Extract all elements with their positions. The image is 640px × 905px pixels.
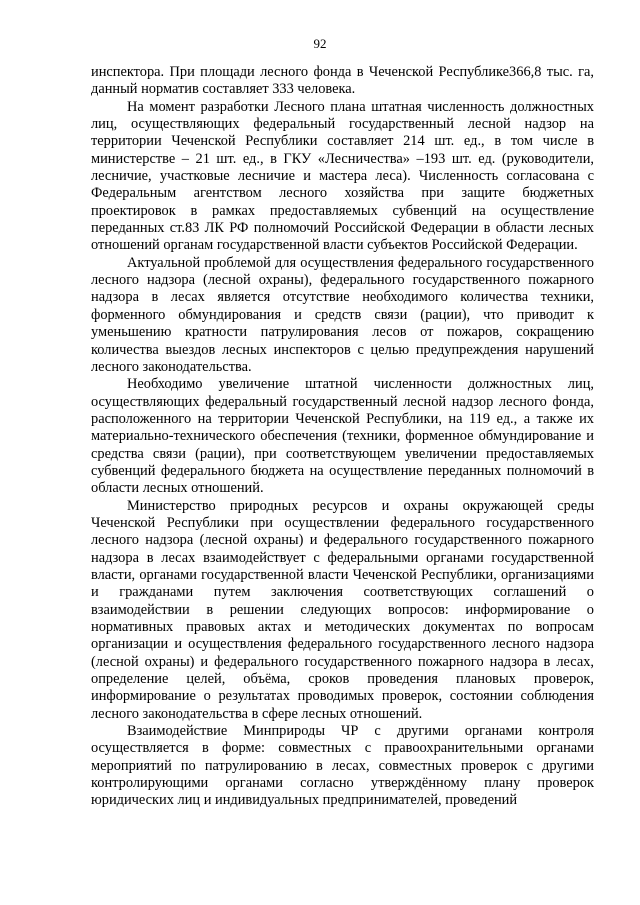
page-number: 92 [313,36,327,51]
body-text [91,64,594,810]
paragraph-ministry-cooperation: Министерство природных ресурсов и охраны окружающей среды Чеченской Республики при осуществлении федерального государственного лесного надзора (лесной охраны) и федерального государственного пожарного надзора в лесах взаимодействует с федеральными органами государственной власти, органами государственной власти Чеченской Республики, организациями и гражданами путем заключения соответствующих соглашений о взаимодействии в решении следующих вопросов: информирование о нормативных правовых актах и методических документах по вопросам организации и осуществления федерального государственного лесного надзора (лесной охраны) и федерального государственного пожарного надзора в лесах, определение целей, объёма, сроков проведения плановых проверок, информирование о результатах проводимых проверок, состоянии соблюдения лесного законодательства в сфере лесных отношений. [91,497,594,722]
paragraph-staffing: На момент разработки Лесного плана штатная численность должностных лиц, осуществляющих федеральный государственный лесной надзор на территории Чеченской Республики составляет 214 шт. ед., в том числе в министерстве – 21 шт. ед., в ГКУ «Лесничества» –193 шт. ед. (руководители, лесничие, участковые лесничие и мастера леса). Численность согласована с Федеральным агентством лесного хозяйства при защите бюджетных проектировок в рамках предоставляемых субвенций на осуществление переданных ст.83 ЛК РФ полномочий Российской Федерации в области лесных отношений органам государственной власти субъектов Российской Федерации. [91,98,594,254]
paragraph-staff-increase: Необходимо увеличение штатной численности должностных лиц, осуществляющих федеральный государственный лесной надзор лесного фонда, расположенного на территории Чеченской Республики, на 119 ед., а также их материально-технического обеспечения (техники, форменное обмундирование и средства связи (рации), при соответствующем увеличении предоставляемых субвенций федерального бюджета на осуществление переданных полномочий в области лесных отношений. [91,376,594,497]
paragraph-continuation: инспектора. При площади лесного фонда в Чеченской Республике366,8 тыс. га, данный норматив составляет 333 человека. [91,64,594,98]
paragraph-interaction: Взаимодействие Минприроды ЧР с другими органами контроля осуществляется в форме: совместных с правоохранительными органами мероприятий по патрулированию в лесах, совместных проверок с другими контролирующими органами согласно утверждённому плану проверок юридических лиц и индивидуальных предпринимателей, проведений [91,723,594,809]
paragraph-problem: Актуальной проблемой для осуществления федерального государственного лесного надзора (лесной охраны), федерального государственного пожарного надзора в лесах является отсутствие необходимого количества техники, форменного обмундирования и средств связи (рации), что приводит к уменьшению кратности патрулирования лесов от пожаров, сокращению количества выездов лесных инспекторов с целью предупреждения нарушений лесного законодательства. [91,254,594,375]
